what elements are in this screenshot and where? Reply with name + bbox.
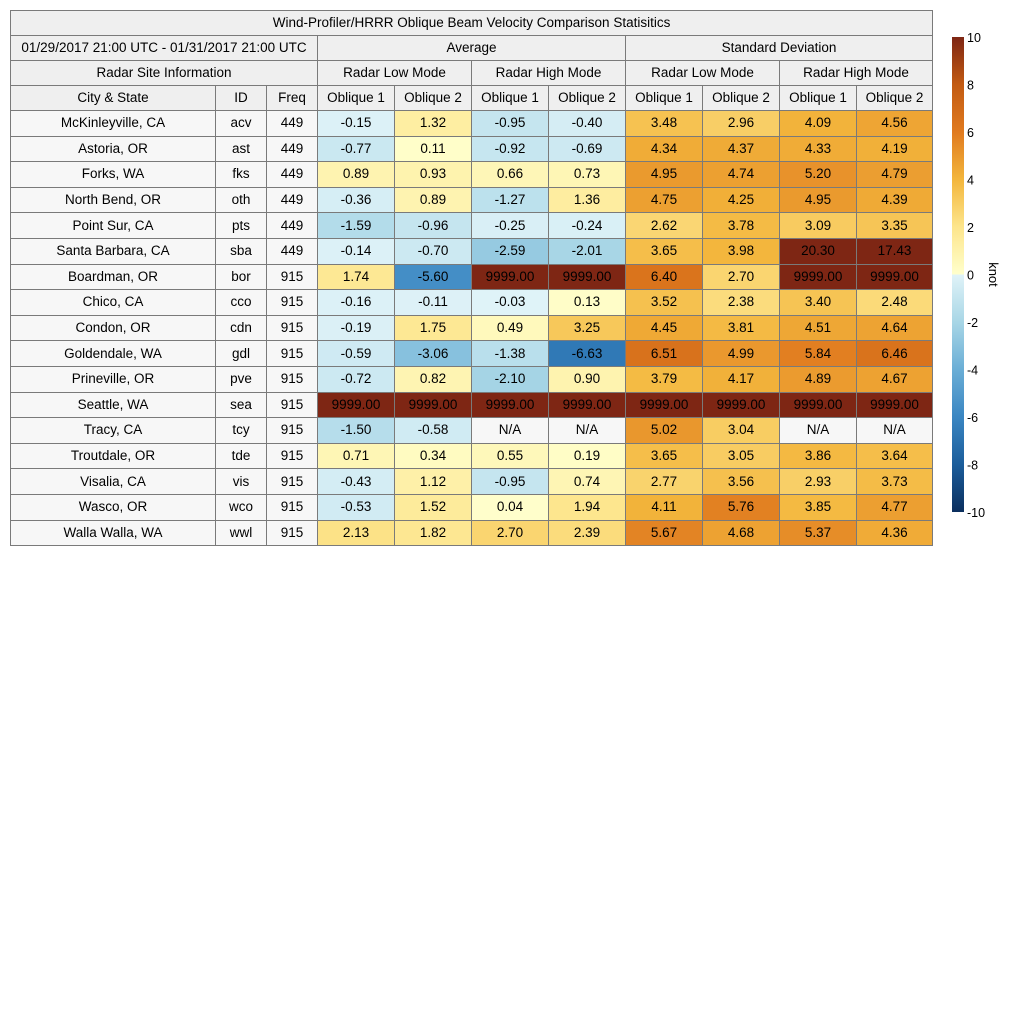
value-cell: 5.67 (626, 520, 703, 546)
site-id-cell: bor (216, 264, 267, 290)
value-cell: 4.67 (857, 366, 933, 392)
value-cell: 4.25 (703, 187, 780, 213)
value-cell: 3.25 (549, 315, 626, 341)
value-cell: -2.01 (549, 238, 626, 264)
value-cell: 1.94 (549, 494, 626, 520)
value-cell: 9999.00 (626, 392, 703, 418)
value-cell: 1.52 (395, 494, 472, 520)
value-cell: 0.04 (472, 494, 549, 520)
frequency-cell: 915 (267, 264, 318, 290)
city-state-cell: Point Sur, CA (11, 213, 216, 239)
frequency-cell: 915 (267, 494, 318, 520)
city-state-cell: Prineville, OR (11, 366, 216, 392)
table-row (11, 341, 933, 367)
colorbar-tick-label: -6 (967, 411, 979, 425)
value-cell: 3.04 (703, 418, 780, 444)
value-cell: 4.33 (780, 136, 857, 162)
avg-low-mode-header: Radar Low Mode (318, 61, 472, 86)
value-cell: 4.09 (780, 111, 857, 137)
frequency-cell: 915 (267, 392, 318, 418)
value-cell: 0.11 (395, 136, 472, 162)
sd-high-mode-header: Radar High Mode (780, 61, 933, 86)
value-cell: -0.03 (472, 290, 549, 316)
value-cell: 3.05 (703, 443, 780, 469)
value-cell: 1.36 (549, 187, 626, 213)
value-cell: 0.13 (549, 290, 626, 316)
value-cell: N/A (472, 418, 549, 444)
city-state-cell: Seattle, WA (11, 392, 216, 418)
column-header-8: Oblique 2 (703, 86, 780, 111)
value-cell: 0.34 (395, 443, 472, 469)
value-cell: 9999.00 (472, 392, 549, 418)
value-cell: -2.59 (472, 238, 549, 264)
city-state-cell: Walla Walla, WA (11, 520, 216, 546)
site-id-cell: tde (216, 443, 267, 469)
value-cell: -0.96 (395, 213, 472, 239)
column-header-3: Oblique 1 (318, 86, 395, 111)
site-id-cell: sea (216, 392, 267, 418)
value-cell: -0.11 (395, 290, 472, 316)
colorbar (945, 30, 1015, 530)
city-state-cell: North Bend, OR (11, 187, 216, 213)
frequency-cell: 449 (267, 213, 318, 239)
colorbar-tick-label: 0 (967, 268, 974, 283)
city-state-cell: Goldendale, WA (11, 341, 216, 367)
value-cell: 0.55 (472, 443, 549, 469)
table-row (11, 520, 933, 546)
value-cell: 0.90 (549, 366, 626, 392)
value-cell: 4.99 (703, 341, 780, 367)
table-title: Wind-Profiler/HRRR Oblique Beam Velocity Comparison Statisitics (11, 11, 933, 36)
table-row (11, 443, 933, 469)
frequency-cell: 915 (267, 443, 318, 469)
value-cell: 4.34 (626, 136, 703, 162)
colorbar-tick-label: -10 (967, 506, 986, 520)
table-row (11, 162, 933, 188)
city-state-cell: Condon, OR (11, 315, 216, 341)
colorbar-tick-label: -2 (967, 316, 979, 330)
value-cell: 9999.00 (549, 392, 626, 418)
value-cell: 2.62 (626, 213, 703, 239)
value-cell: -0.14 (318, 238, 395, 264)
value-cell: 0.66 (472, 162, 549, 188)
value-cell: 3.78 (703, 213, 780, 239)
value-cell: 2.48 (857, 290, 933, 316)
colorbar-tick-label: 2 (967, 221, 974, 235)
colorbar-label: knot (986, 262, 1001, 287)
table-row (11, 494, 933, 520)
value-cell: 17.43 (857, 238, 933, 264)
frequency-cell: 449 (267, 111, 318, 137)
value-cell: 4.51 (780, 315, 857, 341)
frequency-cell: 449 (267, 187, 318, 213)
value-cell: 9999.00 (780, 264, 857, 290)
value-cell: 2.70 (703, 264, 780, 290)
value-cell: 4.45 (626, 315, 703, 341)
column-header-9: Oblique 1 (780, 86, 857, 111)
value-cell: 5.76 (703, 494, 780, 520)
value-cell: 2.38 (703, 290, 780, 316)
value-cell: -0.53 (318, 494, 395, 520)
city-state-cell: Astoria, OR (11, 136, 216, 162)
value-cell: -6.63 (549, 341, 626, 367)
value-cell: 9999.00 (549, 264, 626, 290)
site-id-cell: cdn (216, 315, 267, 341)
value-cell: N/A (549, 418, 626, 444)
value-cell: 6.46 (857, 341, 933, 367)
value-cell: 0.74 (549, 469, 626, 495)
frequency-cell: 915 (267, 341, 318, 367)
city-state-cell: Santa Barbara, CA (11, 238, 216, 264)
value-cell: 4.95 (780, 187, 857, 213)
city-state-cell: Tracy, CA (11, 418, 216, 444)
value-cell: 3.81 (703, 315, 780, 341)
value-cell: 5.20 (780, 162, 857, 188)
value-cell: -0.40 (549, 111, 626, 137)
value-cell: 9999.00 (780, 392, 857, 418)
avg-high-mode-header: Radar High Mode (472, 61, 626, 86)
value-cell: 4.39 (857, 187, 933, 213)
value-cell: 3.73 (857, 469, 933, 495)
column-header-1: ID (216, 86, 267, 111)
column-header-5: Oblique 1 (472, 86, 549, 111)
site-id-cell: tcy (216, 418, 267, 444)
table-row (11, 136, 933, 162)
value-cell: 1.32 (395, 111, 472, 137)
value-cell: 4.64 (857, 315, 933, 341)
value-cell: 3.48 (626, 111, 703, 137)
value-cell: 5.84 (780, 341, 857, 367)
table-row (11, 315, 933, 341)
value-cell: 3.09 (780, 213, 857, 239)
value-cell: 2.77 (626, 469, 703, 495)
table-row (11, 392, 933, 418)
value-cell: 0.19 (549, 443, 626, 469)
city-state-cell: Troutdale, OR (11, 443, 216, 469)
frequency-cell: 449 (267, 136, 318, 162)
value-cell: 0.93 (395, 162, 472, 188)
value-cell: -0.95 (472, 111, 549, 137)
value-cell: 9999.00 (395, 392, 472, 418)
frequency-cell: 449 (267, 162, 318, 188)
value-cell: 3.65 (626, 443, 703, 469)
value-cell: 2.70 (472, 520, 549, 546)
value-cell: 3.85 (780, 494, 857, 520)
value-cell: -0.36 (318, 187, 395, 213)
value-cell: -1.38 (472, 341, 549, 367)
value-cell: 3.35 (857, 213, 933, 239)
site-id-cell: pve (216, 366, 267, 392)
value-cell: 3.65 (626, 238, 703, 264)
value-cell: 0.89 (318, 162, 395, 188)
site-id-cell: fks (216, 162, 267, 188)
city-state-cell: Forks, WA (11, 162, 216, 188)
frequency-cell: 915 (267, 290, 318, 316)
value-cell: -2.10 (472, 366, 549, 392)
table-row (11, 238, 933, 264)
value-cell: 1.75 (395, 315, 472, 341)
column-header-6: Oblique 2 (549, 86, 626, 111)
frequency-cell: 915 (267, 315, 318, 341)
column-header-0: City & State (11, 86, 216, 111)
value-cell: -0.72 (318, 366, 395, 392)
value-cell: 4.79 (857, 162, 933, 188)
colorbar-tick-label: 10 (967, 31, 981, 45)
table-row (11, 366, 933, 392)
frequency-cell: 915 (267, 469, 318, 495)
value-cell: 4.77 (857, 494, 933, 520)
city-state-cell: Wasco, OR (11, 494, 216, 520)
value-cell: -0.92 (472, 136, 549, 162)
city-state-cell: Chico, CA (11, 290, 216, 316)
value-cell: 4.56 (857, 111, 933, 137)
city-state-cell: Boardman, OR (11, 264, 216, 290)
value-cell: -1.59 (318, 213, 395, 239)
value-cell: -0.59 (318, 341, 395, 367)
table-row (11, 290, 933, 316)
value-cell: 4.37 (703, 136, 780, 162)
value-cell: 4.68 (703, 520, 780, 546)
value-cell: 5.37 (780, 520, 857, 546)
frequency-cell: 915 (267, 520, 318, 546)
site-id-cell: oth (216, 187, 267, 213)
value-cell: 3.56 (703, 469, 780, 495)
value-cell: 4.19 (857, 136, 933, 162)
value-cell: -0.70 (395, 238, 472, 264)
column-header-7: Oblique 1 (626, 86, 703, 111)
table-row (11, 469, 933, 495)
value-cell: -0.95 (472, 469, 549, 495)
table-row (11, 213, 933, 239)
table-row (11, 418, 933, 444)
value-cell: 5.02 (626, 418, 703, 444)
site-id-cell: wwl (216, 520, 267, 546)
value-cell: 3.86 (780, 443, 857, 469)
site-id-cell: ast (216, 136, 267, 162)
average-header: Average (318, 36, 626, 61)
column-header-2: Freq (267, 86, 318, 111)
value-cell: 0.71 (318, 443, 395, 469)
colorbar-tick-label: 4 (967, 173, 974, 188)
value-cell: 1.12 (395, 469, 472, 495)
value-cell: 9999.00 (857, 264, 933, 290)
sd-low-mode-header: Radar Low Mode (626, 61, 780, 86)
site-id-cell: acv (216, 111, 267, 137)
value-cell: -3.06 (395, 341, 472, 367)
table-row (11, 111, 933, 137)
value-cell: 20.30 (780, 238, 857, 264)
value-cell: -0.43 (318, 469, 395, 495)
value-cell: -0.24 (549, 213, 626, 239)
value-cell: -0.77 (318, 136, 395, 162)
statistics-table (10, 10, 933, 546)
value-cell: N/A (780, 418, 857, 444)
value-cell: -0.16 (318, 290, 395, 316)
value-cell: N/A (857, 418, 933, 444)
value-cell: -0.19 (318, 315, 395, 341)
frequency-cell: 915 (267, 366, 318, 392)
colorbar-tick-label: -8 (967, 458, 979, 473)
value-cell: 1.74 (318, 264, 395, 290)
std-dev-header: Standard Deviation (626, 36, 933, 61)
site-id-cell: cco (216, 290, 267, 316)
colorbar-tick-label: -4 (967, 363, 979, 378)
value-cell: 2.39 (549, 520, 626, 546)
value-cell: -1.27 (472, 187, 549, 213)
value-cell: 0.49 (472, 315, 549, 341)
site-id-cell: pts (216, 213, 267, 239)
value-cell: 3.79 (626, 366, 703, 392)
column-header-row (11, 86, 933, 111)
city-state-cell: Visalia, CA (11, 469, 216, 495)
site-id-cell: vis (216, 469, 267, 495)
value-cell: 3.40 (780, 290, 857, 316)
value-cell: 1.82 (395, 520, 472, 546)
value-cell: -0.69 (549, 136, 626, 162)
value-cell: 2.93 (780, 469, 857, 495)
column-header-10: Oblique 2 (857, 86, 933, 111)
colorbar-gradient (952, 37, 964, 512)
value-cell: 9999.00 (857, 392, 933, 418)
frequency-cell: 915 (267, 418, 318, 444)
value-cell: 9999.00 (703, 392, 780, 418)
value-cell: 4.95 (626, 162, 703, 188)
value-cell: 9999.00 (318, 392, 395, 418)
value-cell: 2.13 (318, 520, 395, 546)
site-id-cell: wco (216, 494, 267, 520)
value-cell: -1.50 (318, 418, 395, 444)
value-cell: 6.40 (626, 264, 703, 290)
value-cell: 0.89 (395, 187, 472, 213)
value-cell: -0.15 (318, 111, 395, 137)
value-cell: 2.96 (703, 111, 780, 137)
column-header-4: Oblique 2 (395, 86, 472, 111)
value-cell: 4.17 (703, 366, 780, 392)
value-cell: 3.52 (626, 290, 703, 316)
value-cell: -0.25 (472, 213, 549, 239)
value-cell: 3.64 (857, 443, 933, 469)
value-cell: 4.74 (703, 162, 780, 188)
value-cell: 4.36 (857, 520, 933, 546)
table-row (11, 187, 933, 213)
colorbar-tick-label: 6 (967, 126, 974, 140)
date-range: 01/29/2017 21:00 UTC - 01/31/2017 21:00 UTC (11, 36, 318, 61)
frequency-cell: 449 (267, 238, 318, 264)
value-cell: 4.75 (626, 187, 703, 213)
site-id-cell: sba (216, 238, 267, 264)
value-cell: 4.89 (780, 366, 857, 392)
value-cell: 4.11 (626, 494, 703, 520)
colorbar-tick-label: 8 (967, 78, 974, 93)
value-cell: 0.73 (549, 162, 626, 188)
value-cell: 9999.00 (472, 264, 549, 290)
value-cell: 3.98 (703, 238, 780, 264)
value-cell: -0.58 (395, 418, 472, 444)
site-id-cell: gdl (216, 341, 267, 367)
value-cell: 0.82 (395, 366, 472, 392)
value-cell: 6.51 (626, 341, 703, 367)
table-row (11, 264, 933, 290)
site-info-header: Radar Site Information (11, 61, 318, 86)
value-cell: -5.60 (395, 264, 472, 290)
city-state-cell: McKinleyville, CA (11, 111, 216, 137)
